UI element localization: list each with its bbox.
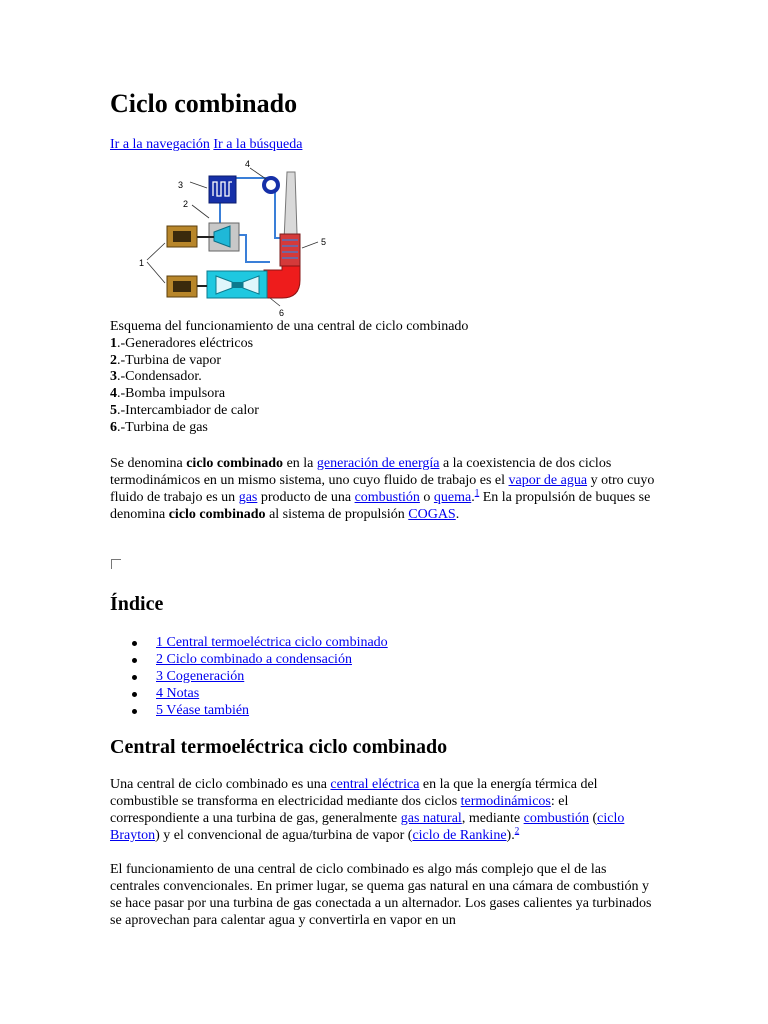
leader-3 bbox=[190, 182, 207, 188]
text: producto de una bbox=[257, 490, 355, 505]
label-6: 6 bbox=[279, 308, 285, 318]
section-paragraph-1 bbox=[110, 776, 655, 844]
jump-to-navigation-link[interactable]: Ir a la navegación bbox=[110, 137, 210, 152]
page-title: Ciclo combinado bbox=[110, 89, 298, 118]
caption-item-text: .-Generadores eléctricos bbox=[117, 335, 254, 351]
combined-cycle-diagram[interactable] bbox=[120, 158, 340, 320]
generator-upper-core bbox=[173, 231, 191, 242]
caption-item bbox=[110, 386, 468, 403]
link-ciclo-rankine[interactable]: ciclo de Rankine bbox=[412, 828, 507, 843]
text: Una central de ciclo combinado es una bbox=[110, 777, 331, 792]
exhaust-duct bbox=[264, 266, 300, 298]
caption-item-number: 2 bbox=[110, 352, 117, 368]
caption-item bbox=[110, 420, 468, 437]
caption-title: Esquema del funcionamiento de una central de ciclo combinado bbox=[110, 319, 469, 334]
label-4: 4 bbox=[245, 159, 251, 169]
caption-item-text: .-Bomba impulsora bbox=[117, 386, 226, 402]
caption-item-number: 5 bbox=[110, 402, 117, 418]
text: , mediante bbox=[461, 811, 524, 826]
section-paragraph-2: El funcionamiento de una central de ciclo combinado es algo más complejo que el de las centrales convencionales. En primer lugar, se quema gas natural en una cámara de combustión y se hace pasar por una turbina de gas conectada a un alternador. Los gases calientes ya turbinados se aprovechan para calentar agua y convertirla en vapor en un bbox=[110, 862, 652, 928]
toc-list bbox=[110, 634, 388, 719]
heat-exchanger bbox=[280, 234, 300, 266]
toc-toggle-checkbox[interactable] bbox=[111, 559, 121, 569]
toc-link-cogeneracion[interactable]: 3 Cogeneración bbox=[156, 669, 245, 684]
caption-item bbox=[110, 353, 468, 370]
link-central-electrica[interactable]: central eléctrica bbox=[330, 777, 420, 792]
link-quema[interactable]: quema bbox=[433, 490, 472, 505]
toc-item bbox=[110, 668, 388, 685]
label-3: 3 bbox=[178, 180, 184, 190]
caption-item bbox=[110, 336, 468, 353]
reference-1[interactable]: 1 bbox=[474, 487, 480, 498]
toc-link-vease[interactable]: 5 Véase también bbox=[156, 703, 250, 718]
link-gas[interactable]: gas bbox=[238, 490, 258, 505]
toc-item bbox=[110, 634, 388, 651]
link-generacion-energia[interactable]: generación de energía bbox=[316, 456, 440, 471]
link-ciclo-brayton[interactable]: ciclo Brayton bbox=[110, 811, 625, 843]
text: al sistema de propulsión bbox=[265, 507, 409, 522]
link-cogas[interactable]: COGAS bbox=[408, 507, 456, 522]
link-vapor-agua[interactable]: vapor de agua bbox=[508, 473, 588, 488]
text: ( bbox=[588, 811, 598, 826]
text: ). bbox=[506, 828, 515, 843]
link-gas-natural[interactable]: gas natural bbox=[400, 811, 462, 826]
gas-combustor bbox=[232, 282, 243, 288]
caption-item-text: .-Turbina de gas bbox=[117, 419, 208, 435]
label-2: 2 bbox=[183, 199, 189, 209]
diagram-caption bbox=[110, 319, 468, 437]
label-1: 1 bbox=[139, 258, 145, 268]
text: a la coexistencia de dos ciclos termodinámicos en un mismo sistema, uno cuyo fluido de trabajo es el bbox=[110, 456, 612, 488]
caption-item-number: 1 bbox=[110, 335, 117, 351]
caption-item bbox=[110, 369, 468, 386]
leader-5 bbox=[302, 242, 318, 248]
link-combustion-2[interactable]: combustión bbox=[523, 811, 589, 826]
toc-heading: Índice bbox=[110, 593, 164, 615]
link-termodinamicos[interactable]: termodinámicos bbox=[460, 794, 551, 809]
caption-item-text: .-Condensador. bbox=[117, 369, 202, 385]
caption-item-text: .-Turbina de vapor bbox=[117, 352, 222, 368]
leader-1b bbox=[147, 262, 165, 283]
text: En la propulsión de buques se denomina bbox=[110, 490, 651, 522]
caption-item-number: 6 bbox=[110, 419, 117, 435]
toc-item bbox=[110, 702, 388, 719]
caption-item-text: .-Intercambiador de calor bbox=[117, 402, 259, 418]
label-5: 5 bbox=[321, 237, 327, 247]
leader-2 bbox=[192, 205, 209, 218]
caption-item bbox=[110, 403, 468, 420]
caption-item-number: 3 bbox=[110, 369, 117, 385]
intro-paragraph bbox=[110, 455, 655, 523]
toc-link-central[interactable]: 1 Central termoeléctrica ciclo combinado bbox=[156, 635, 388, 650]
bold-term: ciclo combinado bbox=[168, 507, 266, 522]
text: . bbox=[455, 507, 460, 522]
bold-term: ciclo combinado bbox=[186, 456, 284, 471]
text: en la bbox=[283, 456, 317, 471]
leader-6 bbox=[270, 298, 280, 306]
feed-pump bbox=[264, 178, 278, 192]
text: . bbox=[471, 490, 475, 505]
text: y otro cuyo fluido de trabajo es un bbox=[110, 473, 655, 505]
toc-item bbox=[110, 651, 388, 668]
text: Se denomina bbox=[110, 456, 187, 471]
feedwater-pipe bbox=[275, 186, 282, 238]
text: ) y el convencional de agua/turbina de vapor ( bbox=[155, 828, 413, 843]
leader-1a bbox=[147, 243, 165, 260]
link-combustion[interactable]: combustión bbox=[354, 490, 420, 505]
toc-link-condensacion[interactable]: 2 Ciclo combinado a condensación bbox=[156, 652, 352, 667]
text: o bbox=[419, 490, 434, 505]
caption-item-number: 4 bbox=[110, 386, 117, 402]
generator-lower-core bbox=[173, 281, 191, 292]
jump-links bbox=[110, 137, 302, 153]
reference-2[interactable]: 2 bbox=[514, 825, 520, 836]
section-heading: Central termoeléctrica ciclo combinado bbox=[110, 736, 448, 758]
toc-item bbox=[110, 685, 388, 702]
jump-to-search-link[interactable]: Ir a la búsqueda bbox=[213, 137, 303, 152]
text: : el correspondiente a una turbina de gas, generalmente bbox=[110, 794, 569, 826]
text: en la que la energía térmica del combustible se transforma en electricidad mediante dos ciclos bbox=[110, 777, 598, 809]
toc-link-notas[interactable]: 4 Notas bbox=[156, 686, 200, 701]
